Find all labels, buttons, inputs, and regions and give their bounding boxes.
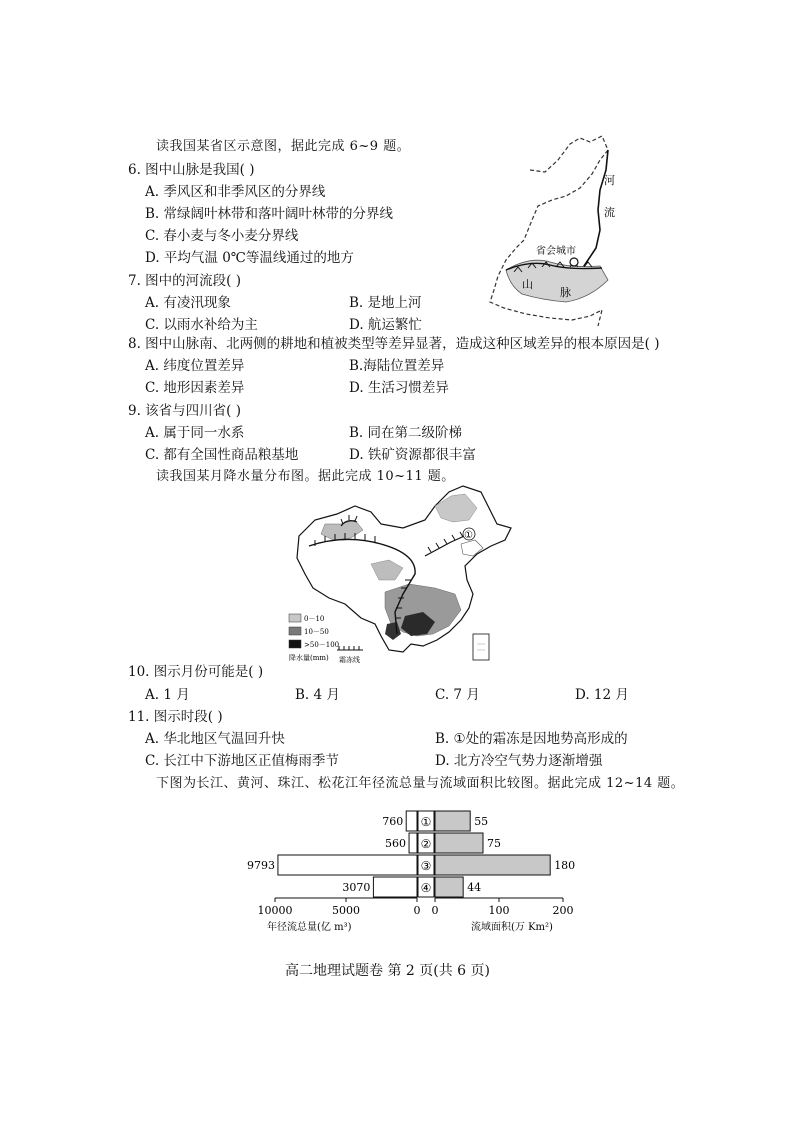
area-value-label: 75 — [487, 837, 501, 850]
q6-option-b: B. 常绿阔叶林带和落叶阔叶林带的分界线 — [145, 206, 394, 222]
legend-swatch-2 — [289, 627, 301, 635]
q10-option-c: C. 7 月 — [435, 687, 480, 703]
q6-stem: 6. 图中山脉是我国( ) — [128, 162, 255, 178]
q6-option-c: C. 春小麦与冬小麦分界线 — [145, 228, 299, 244]
runoff-bar — [373, 877, 417, 897]
category-label: ④ — [420, 881, 432, 895]
area-value-label: 55 — [474, 815, 489, 828]
intro-10-11: 读我国某月降水量分布图。据此完成 10~11 题。 — [156, 469, 455, 484]
q11-option-b: B. ①处的霜冻是因地势高形成的 — [435, 731, 628, 747]
area-bar — [435, 811, 470, 831]
legend-swatch-1 — [289, 614, 301, 622]
q8-option-b: B.海陆位置差异 — [349, 358, 445, 374]
left-axis-label: 年径流总量(亿 m³) — [267, 922, 352, 933]
q8-option-a: A. 纬度位置差异 — [145, 358, 245, 374]
q10-option-b: B. 4 月 — [295, 687, 340, 703]
left-axis-tick-label: 5000 — [332, 904, 360, 917]
area-value-label: 44 — [467, 881, 482, 894]
q11-stem: 11. 图示时段( ) — [128, 709, 223, 725]
q9-option-a: A. 属于同一水系 — [145, 425, 245, 441]
area-bar — [435, 877, 463, 897]
right-axis-tick-label: 0 — [431, 904, 439, 917]
page-footer: 高二地理试题卷 第 2 页(共 6 页) — [285, 963, 490, 979]
q7-option-a: A. 有凌汛现象 — [145, 295, 231, 311]
area-bar — [435, 855, 550, 875]
q10-option-d: D. 12 月 — [575, 687, 629, 703]
legend-unit: 降水量(mm) — [289, 654, 329, 662]
runoff-value-label: 560 — [385, 837, 407, 850]
city-label: 省会城市 — [536, 246, 576, 257]
city-marker — [570, 258, 578, 266]
q8-option-d: D. 生活习惯差异 — [349, 380, 449, 396]
left-axis-tick-label: 10000 — [257, 904, 293, 917]
q11-option-a: A. 华北地区气温回升快 — [145, 731, 285, 747]
legend-front-label: 霜冻线 — [339, 656, 360, 664]
left-axis-tick-label: 0 — [413, 904, 421, 917]
runoff-bar — [406, 811, 417, 831]
q9-option-b: B. 同在第二级阶梯 — [349, 425, 463, 441]
right-axis-tick-label: 100 — [488, 904, 510, 917]
legend-swatch-3 — [289, 640, 301, 648]
right-axis-tick-label: 200 — [552, 904, 574, 917]
category-label: ③ — [420, 859, 432, 873]
marker-1: ① — [464, 530, 473, 541]
runoff-value-label: 3070 — [342, 881, 371, 894]
precipitation-map — [285, 484, 525, 669]
q8-option-c: C. 地形因素差异 — [145, 380, 245, 396]
q7-option-c: C. 以雨水补给为主 — [145, 317, 258, 333]
runoff-value-label: 9793 — [246, 859, 275, 872]
river-char-1: 河 — [604, 174, 615, 187]
intro-12-14: 下图为长江、黄河、珠江、松花江年径流总量与流域面积比较图。据此完成 12~14 题。 — [156, 776, 685, 791]
q7-option-b: B. 是地上河 — [349, 295, 422, 311]
legend-label-3: >50－100 — [304, 641, 340, 649]
runoff-value-label: 760 — [382, 815, 404, 828]
river-char-2: 流 — [604, 206, 615, 219]
area-bar — [435, 833, 483, 853]
mountain-char-2: 脉 — [560, 286, 571, 299]
province-map — [470, 130, 650, 330]
category-label: ② — [420, 837, 432, 851]
runoff-bar — [278, 855, 417, 875]
runoff-bar — [409, 833, 417, 853]
river-comparison-chart — [246, 802, 585, 942]
q11-option-c: C. 长江中下游地区正值梅雨季节 — [145, 753, 339, 769]
q6-option-d: D. 平均气温 0℃等温线通过的地方 — [145, 250, 354, 266]
q9-stem: 9. 该省与四川省( ) — [128, 403, 241, 419]
q9-option-c: C. 都有全国性商品粮基地 — [145, 447, 299, 463]
q11-option-d: D. 北方冷空气势力逐渐增强 — [435, 753, 603, 769]
q10-option-a: A. 1 月 — [145, 687, 190, 703]
q6-option-a: A. 季风区和非季风区的分界线 — [145, 184, 326, 200]
mountain-char-1: 山 — [522, 278, 533, 291]
q7-option-d: D. 航运繁忙 — [349, 317, 422, 333]
legend-label-2: 10－50 — [304, 628, 329, 636]
intro-6-9: 读我国某省区示意图，据此完成 6~9 题。 — [156, 139, 411, 154]
q7-stem: 7. 图中的河流段( ) — [128, 273, 241, 289]
q9-option-d: D. 铁矿资源都很丰富 — [349, 447, 476, 463]
area-value-label: 180 — [554, 859, 576, 872]
q10-stem: 10. 图示月份可能是( ) — [128, 664, 264, 680]
right-axis-label: 流域面积(万 Km²) — [471, 922, 553, 933]
q8-stem: 8. 图中山脉南、北两侧的耕地和植被类型等差异显著，造成这种区域差异的根本原因是( ) — [128, 336, 660, 352]
category-label: ① — [420, 815, 432, 829]
legend-label-1: 0－10 — [304, 615, 325, 623]
